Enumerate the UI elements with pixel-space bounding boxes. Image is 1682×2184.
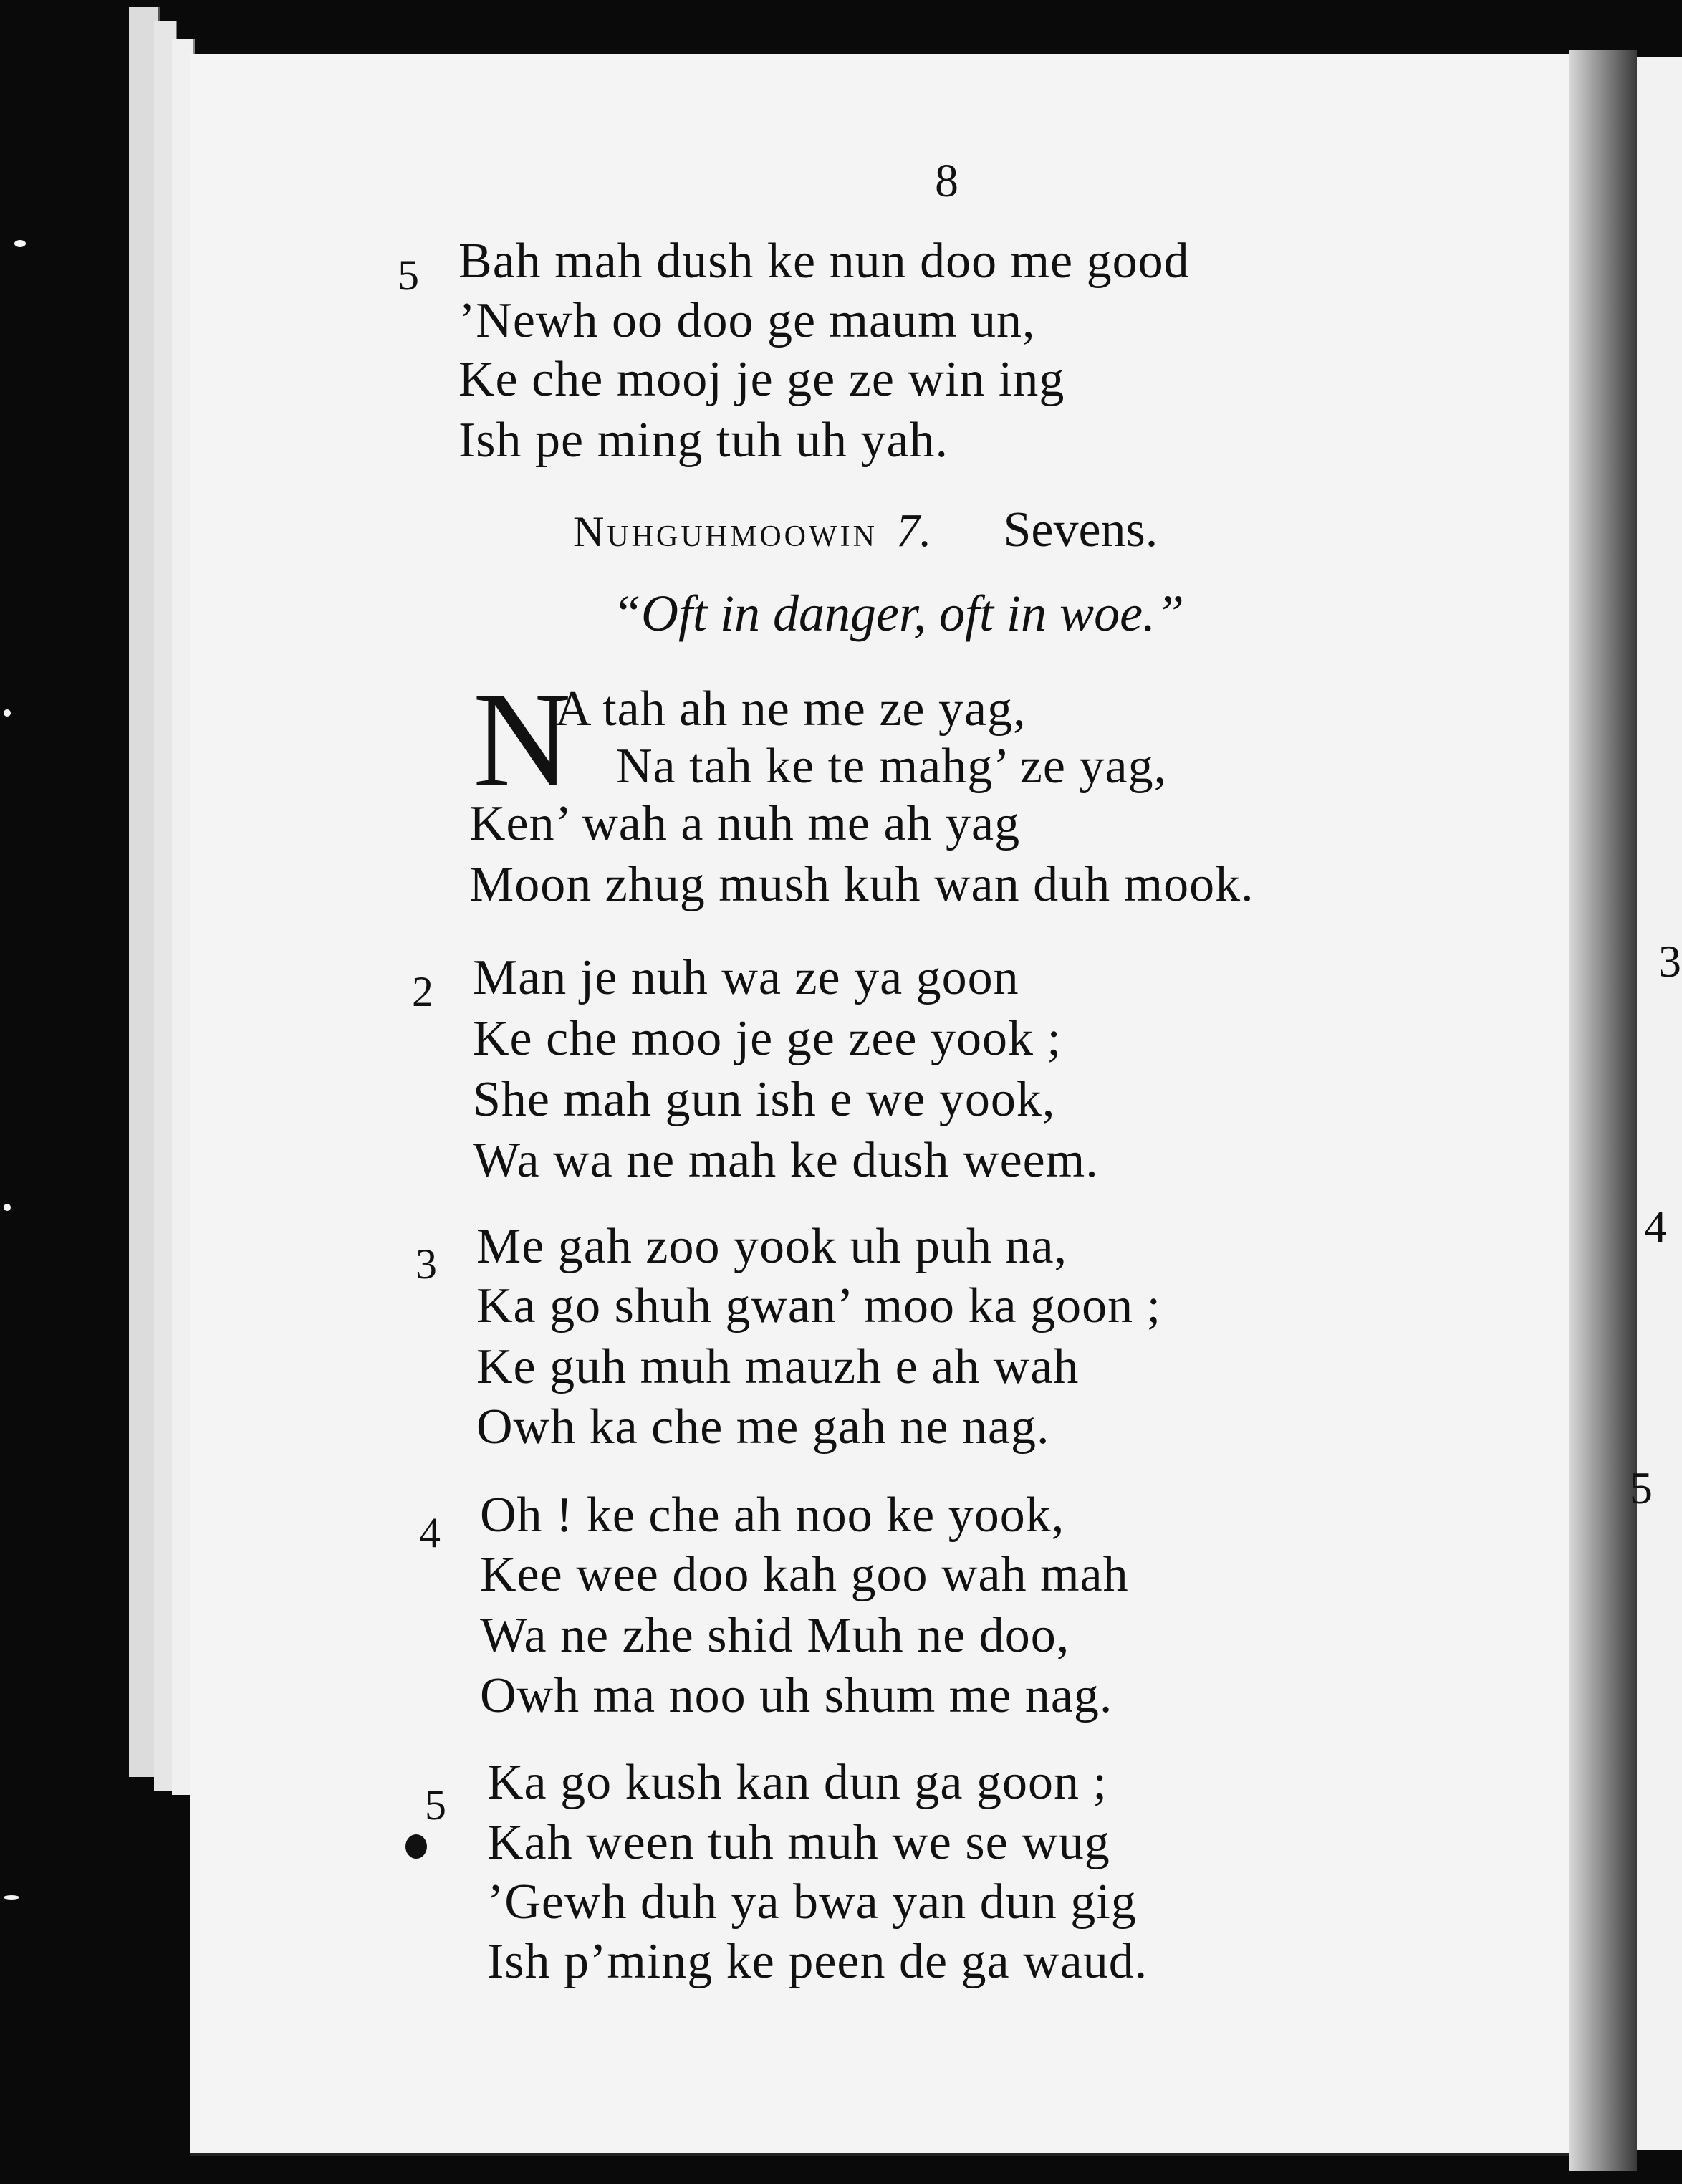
verse-line: Moon zhug mush kuh wan duh mook.	[469, 857, 1254, 912]
tune-name: “Oft in danger, oft in woe.”	[612, 585, 1185, 642]
facing-verse-number: 5	[1630, 1462, 1653, 1513]
facing-verse-number: 4	[1644, 1201, 1667, 1252]
book-gutter	[1569, 50, 1637, 2171]
verse-number: 3	[415, 1240, 437, 1288]
verse-line: Wa wa ne mah ke dush weem.	[473, 1133, 1099, 1188]
verse-line: Wa ne zhe shid Muh ne doo,	[480, 1608, 1070, 1663]
page-number: 8	[935, 155, 958, 207]
verse-line: Owh ka che me gah ne nag.	[476, 1399, 1050, 1455]
facing-page	[1630, 57, 1682, 2150]
hymn-heading	[573, 502, 1158, 559]
verse-line: Na tah ke te mahg’ ze yag,	[616, 739, 1168, 794]
hymn-title: Nuhguhmoowin	[573, 508, 878, 555]
scan-speck	[4, 1204, 11, 1211]
verse-line: Me gah zoo yook uh puh na,	[476, 1219, 1068, 1274]
scan-speck	[14, 240, 26, 247]
verse-line: Kee wee doo kah goo wah mah	[480, 1547, 1129, 1602]
facing-verse-number: 3	[1658, 936, 1681, 987]
scan-speck	[4, 709, 11, 717]
verse-number: 2	[412, 968, 433, 1015]
verse-line: She mah gun ish e we yook,	[473, 1072, 1056, 1127]
verse-number: 4	[419, 1509, 441, 1556]
verse-line: A tah ah ne me ze yag,	[555, 681, 1027, 737]
verse-line: Owh ma noo uh shum me nag.	[480, 1668, 1113, 1723]
verse-number: 5	[425, 1781, 446, 1829]
verse-line: Ke che moo je ge zee yook ;	[473, 1011, 1062, 1066]
verse-line: ’Gewh duh ya bwa yan dun gig	[487, 1874, 1137, 1930]
verse-line: Ka go kush kan dun ga goon ;	[487, 1755, 1107, 1810]
verse-line: Ish pe ming tuh uh yah.	[458, 413, 949, 468]
verse-line: Ish p’ming ke peen de ga waud.	[487, 1934, 1148, 1989]
verse-line: Oh ! ke che ah noo ke yook,	[480, 1488, 1065, 1543]
verse-number: 5	[398, 252, 419, 299]
verse-line: ’Newh oo doo ge maum un,	[458, 293, 1036, 348]
verse-line: Ka go shuh gwan’ moo ka goon ;	[476, 1278, 1162, 1333]
bullet-mark	[405, 1834, 427, 1859]
verse-line: Kah ween tuh muh we se wug	[487, 1815, 1110, 1870]
verse-line: Ke guh muh mauzh e ah wah	[476, 1339, 1080, 1394]
verse-line: Ken’ wah a nuh me ah yag	[469, 796, 1021, 851]
verse-line: Man je nuh wa ze ya goon	[473, 950, 1019, 1005]
hymn-number: 7.	[895, 504, 932, 557]
hymn-meter: Sevens.	[1003, 502, 1158, 557]
scan-speck	[4, 1895, 19, 1900]
verse-line: Bah mah dush ke nun doo me good	[458, 234, 1190, 289]
verse-line: Ke che mooj je ge ze win ing	[458, 352, 1065, 407]
drop-cap: N	[473, 665, 572, 815]
